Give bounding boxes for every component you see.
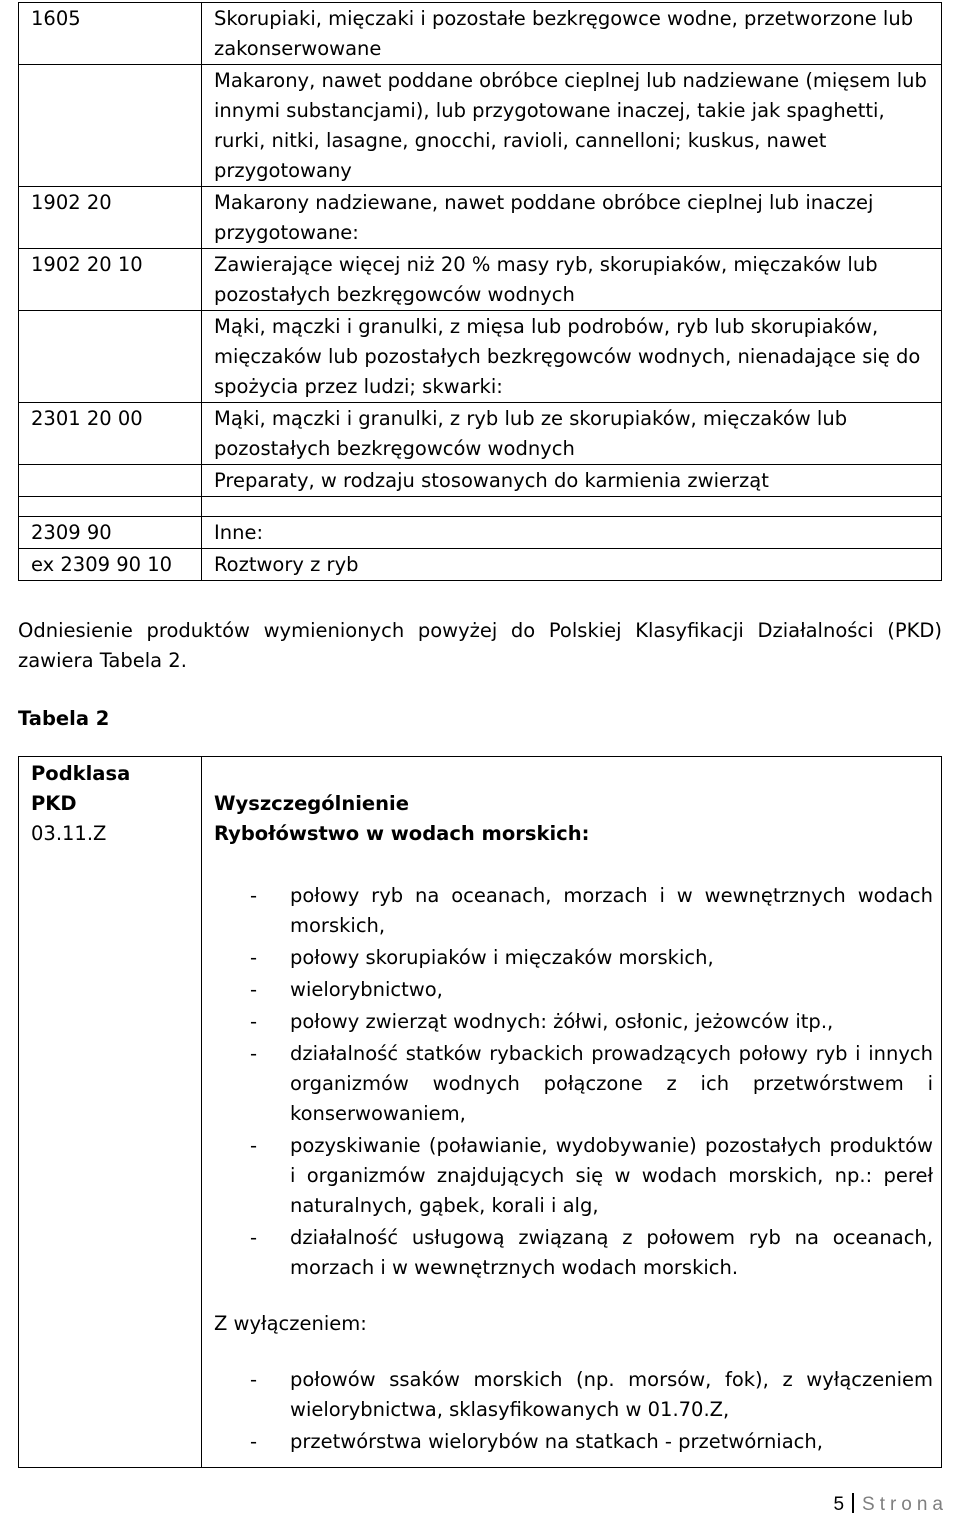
description-cell: Roztwory z ryb — [202, 549, 942, 581]
blank-row — [19, 497, 942, 517]
header-description: Wyszczególnienie — [214, 792, 409, 815]
table-row — [19, 187, 942, 249]
code-cell: 2301 20 00 — [19, 403, 202, 465]
code-cell: 1605 — [19, 3, 202, 65]
description-cell: Zawierające więcej niż 20 % masy ryb, skorupiaków, mięczaków lub pozostałych bezkręgowców wodnych — [202, 249, 942, 311]
pkd-title: Rybołówstwo w wodach morskich: — [214, 822, 590, 845]
table-row — [19, 517, 942, 549]
table2-title: Tabela 2 — [18, 707, 110, 730]
list-item: - połowy zwierząt wodnych: żółwi, osłonic, jeżowców itp., — [214, 1007, 941, 1037]
header-podklasa-pkd — [19, 757, 202, 1468]
header-podklasa: Podklasa — [31, 762, 131, 785]
page-number: 5 — [833, 1494, 845, 1515]
pkd-code: 03.11.Z — [31, 822, 107, 845]
list-item: - działalność statków rybackich prowadzących połowy ryb i innych organizmów wodnych połączone z ich przetwórstwem i konserwowaniem, — [214, 1039, 941, 1129]
code-cell — [19, 497, 202, 517]
table-row — [19, 311, 942, 403]
table-row — [19, 65, 942, 187]
list-item: - działalność usługową związaną z połowem ryb na oceanach, morzach i w wewnętrznych wodach morskich. — [214, 1223, 941, 1283]
footer-label: Strona — [862, 1494, 948, 1515]
description-cell: Inne: — [202, 517, 942, 549]
description-cell: Mąki, mączki i granulki, z mięsa lub podrobów, ryb lub skorupiaków, mięczaków lub pozostałych bezkręgowców wodnych, nienadające się do spożycia przez ludzi; skwarki: — [202, 311, 942, 403]
table-row — [19, 465, 942, 497]
description-cell: Skorupiaki, mięczaki i pozostałe bezkręgowce wodne, przetworzone lub zakonserwowane — [202, 3, 942, 65]
description-cell: Makarony nadziewane, nawet poddane obróbce cieplnej lub inaczej przygotowane: — [202, 187, 942, 249]
list-item: - przetwórstwa wielorybów na statkach - przetwórniach, — [214, 1427, 941, 1457]
code-cell: 2309 90 — [19, 517, 202, 549]
code-cell: 1902 20 10 — [19, 249, 202, 311]
description-cell: Preparaty, w rodzaju stosowanych do karmienia zwierząt — [202, 465, 942, 497]
list-item: - pozyskiwanie (poławianie, wydobywanie) pozostałych produktów i organizmów znajdujących się w wodach morskich, np.: pereł naturalnych, gąbek, korali i alg, — [214, 1131, 941, 1221]
header-wyszczegolnienie — [202, 757, 942, 1468]
list-item: - połowów ssaków morskich (np. morsów, fok), z wyłączeniem wielorybnictwa, sklasyfikowanych w 01.70.Z, — [214, 1365, 941, 1425]
code-cell — [19, 465, 202, 497]
code-cell — [19, 311, 202, 403]
table-row — [19, 549, 942, 581]
table-row — [19, 3, 942, 65]
header-pkd: PKD — [31, 792, 77, 815]
list-item: - połowy ryb na oceanach, morzach i w wewnętrznych wodach morskich, — [214, 881, 941, 941]
list-item: - połowy skorupiaków i mięczaków morskich, — [214, 943, 941, 973]
code-cell: 1902 20 — [19, 187, 202, 249]
code-cell — [19, 65, 202, 187]
included-activities-list — [214, 881, 941, 1283]
description-cell — [202, 497, 942, 517]
code-cell: ex 2309 90 10 — [19, 549, 202, 581]
description-cell: Mąki, mączki i granulki, z ryb lub ze skorupiaków, mięczaków lub pozostałych bezkręgowców wodnych — [202, 403, 942, 465]
page-footer — [833, 1492, 948, 1518]
footer-separator — [852, 1493, 854, 1513]
excluded-activities-list — [214, 1365, 941, 1457]
table-header-row — [19, 757, 942, 1468]
reference-paragraph: Odniesienie produktów wymienionych powyżej do Polskiej Klasyfikacji Działalności (PKD) zawiera Tabela 2. — [18, 619, 942, 672]
table-row — [19, 249, 942, 311]
list-item: - wielorybnictwo, — [214, 975, 941, 1005]
pkd-table — [18, 756, 942, 1468]
table-row — [19, 403, 942, 465]
exclusion-heading: Z wyłączeniem: — [214, 1312, 367, 1335]
product-codes-table — [18, 2, 942, 581]
description-cell: Makarony, nawet poddane obróbce cieplnej lub nadziewane (mięsem lub innymi substancjami), lub przygotowane inaczej, takie jak spaghetti, rurki, nitki, lasagne, gnocchi, ravioli, cannelloni; kuskus, nawet przygotowany — [202, 65, 942, 187]
